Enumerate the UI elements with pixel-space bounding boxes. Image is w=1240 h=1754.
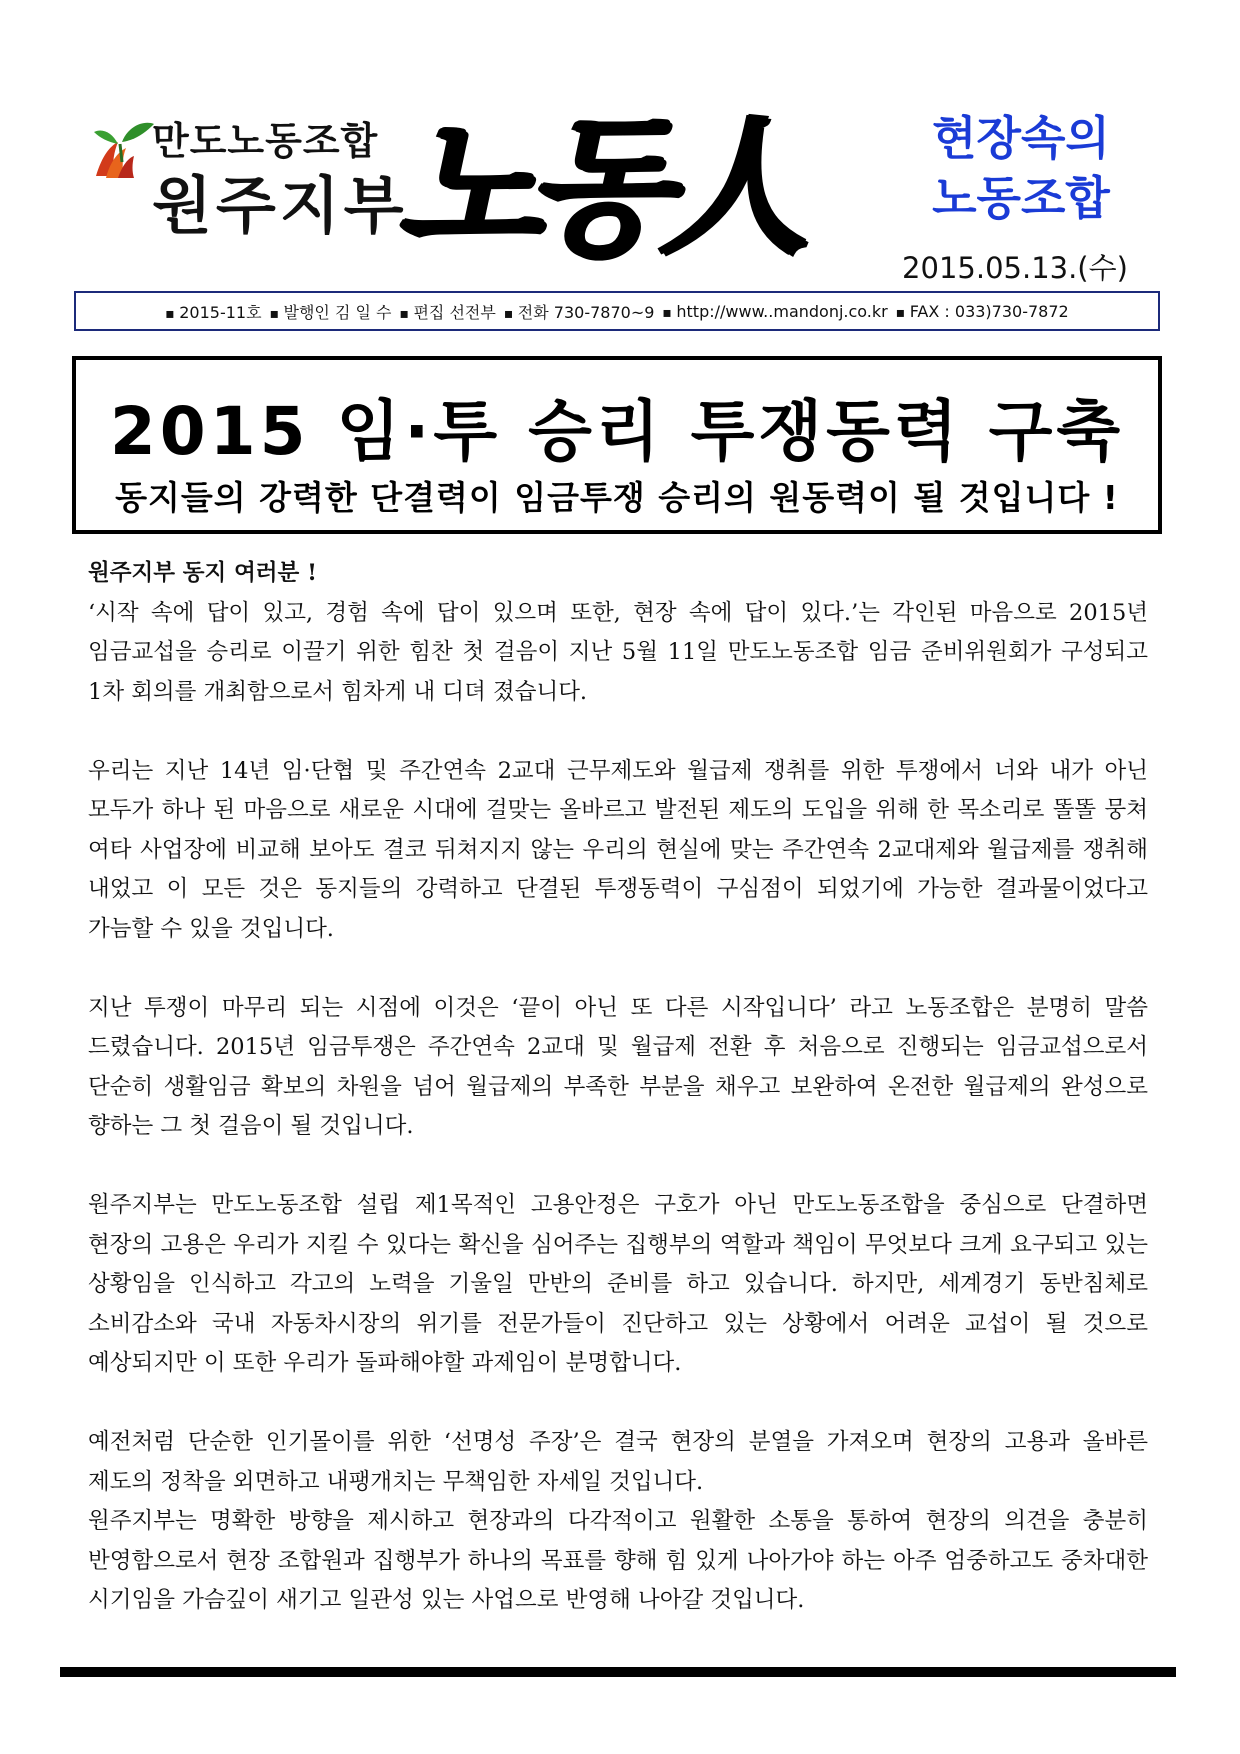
issue-date: 2015.05.13.(수) bbox=[902, 251, 1128, 285]
article-greeting: 원주지부 동지 여러분 ! bbox=[88, 560, 317, 586]
article-paragraph-6: 원주지부는 명확한 방향을 제시하고 현장과의 다각적이고 원활한 소통을 통하여 현장의 의견을 충분히 반영함으로서 현장 조합원과 집행부가 하나의 목표를 향해 힘 있게 나아가야 하는 아주 엄중하고도 중차대한 시기임을 가슴깊이 새기고 일관성 있는 사업으로 반영해 나아갈 것입니다. bbox=[88, 1508, 1148, 1613]
info-issue-number: ▪ 2015-11호 bbox=[165, 300, 261, 323]
brand-title: 노동人 bbox=[389, 99, 825, 275]
headline-box bbox=[72, 356, 1162, 534]
slogan-line-2: 노동조합 bbox=[932, 171, 1110, 225]
headline-subtitle: 동지들의 강력한 단결력이 임금투쟁 승리의 원동력이 될 것입니다 ! bbox=[115, 478, 1119, 517]
article-paragraph-4: 원주지부는 만도노동조합 설립 제1목적인 고용안정은 구호가 아닌 만도노동조합을 중심으로 단결하면 현장의 고용은 우리가 지킬 수 있다는 확신을 심어주는 집행부의 역할과 책임이 무엇보다 크게 요구되고 있는 상황임을 인식하고 각고의 노력을 기울일 만반의 준비를 하고 있습니다. 하지만, 세계경기 동반침체로 소비감소와 국내 자동차시장의 위기를 전문가들이 진단하고 있는 상황에서 어려운 교섭이 될 것으로 예상되지만 이 또한 우리가 돌파해야할 과제임이 분명합니다. bbox=[88, 1192, 1148, 1376]
article-paragraph-3: 지난 투쟁이 마무리 되는 시점에 이것은 ‘끝이 아닌 또 다른 시작입니다’ 라고 노동조합은 분명히 말씀 드렸습니다. 2015년 임금투쟁은 주간연속 2교대 및 월급제 전환 후 처음으로 진행되는 임금교섭으로서 단순히 생활임금 확보의 차원을 넘어 월급제의 부족한 부분을 채우고 보완하여 온전한 월급제의 완성으로 향하는 그 첫 걸음이 될 것입니다. bbox=[88, 994, 1148, 1139]
info-website-link[interactable]: ▪ http://www..mandonj.co.kr bbox=[662, 302, 887, 321]
info-phone: ▪ 전화 730-7870~9 bbox=[504, 300, 655, 323]
slogan bbox=[916, 108, 1126, 228]
branch-name: 원주지부 bbox=[152, 169, 408, 242]
headline-title: 2015 임·투 승리 투쟁동력 구축 bbox=[109, 393, 1125, 470]
article-body bbox=[88, 554, 1148, 1621]
info-editor: ▪ 편집 선전부 bbox=[400, 300, 496, 323]
union-block bbox=[88, 110, 408, 242]
article-paragraph-2: 우리는 지난 14년 임·단협 및 주간연속 2교대 근무제도와 월급제 쟁취를 위한 투쟁에서 너와 내가 아닌 모두가 하나 된 마음으로 새로운 시대에 걸맞는 올바르고 발전된 제도의 도입을 위해 한 목소리로 똘똘 뭉쳐 여타 사업장에 비교해 보아도 결코 뒤쳐지지 않는 우리의 현실에 맞는 주간연속 2교대제와 월급제를 쟁취해 내었고 이 모든 것은 동지들의 강력하고 단결된 투쟁동력이 구심점이 되었기에 가능한 결과물이었다고 가늠할 수 있을 것입니다. bbox=[88, 757, 1148, 942]
union-name: 만도노동조합 bbox=[152, 119, 379, 163]
info-publisher: ▪ 발행인 김 일 수 bbox=[270, 300, 392, 323]
union-logo-icon bbox=[88, 116, 158, 186]
slogan-line-1: 현장속의 bbox=[932, 111, 1110, 165]
article-paragraph-5: 예전처럼 단순한 인기몰이를 위한 ‘선명성 주장’은 결국 현장의 분열을 가져오며 현장의 고용과 올바른 제도의 정착을 외면하고 내팽개치는 무책임한 자세일 것입니다. bbox=[88, 1429, 1148, 1495]
info-bar bbox=[74, 291, 1160, 331]
bottom-divider bbox=[60, 1667, 1176, 1677]
article-paragraph-1: ‘시작 속에 답이 있고, 경험 속에 답이 있으며 또한, 현장 속에 답이 있다.’는 각인된 마음으로 2015년 임금교섭을 승리로 이끌기 위한 힘찬 첫 걸음이 지난 5월 11일 만도노동조합 임금 준비위원회가 구성되고 1차 회의를 개최함으로서 힘차게 내 디뎌 졌습니다. bbox=[88, 599, 1148, 705]
info-fax: ▪ FAX : 033)730-7872 bbox=[896, 302, 1069, 321]
